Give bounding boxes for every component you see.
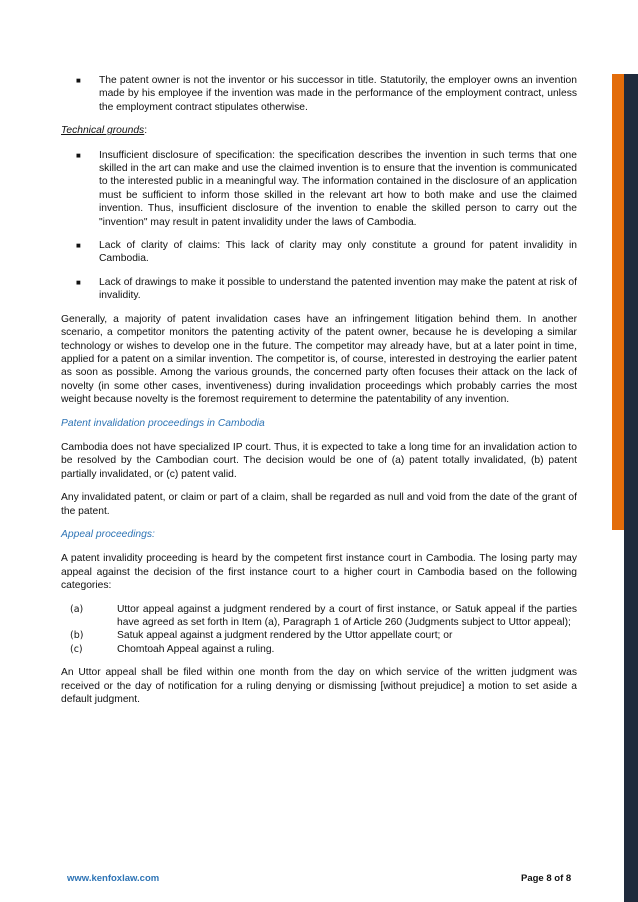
appeal-intro: A patent invalidity proceeding is heard by the competent first instance court in Cambodia. The losing party may appeal against the decision of the first instance court to a higher court in Cambodia based on the following categories: <box>61 553 577 592</box>
list-item <box>61 149 577 229</box>
navy-side-bar <box>624 74 638 902</box>
item-text: Satuk appeal against a judgment rendered by the Uttor appellate court; or <box>117 630 453 642</box>
bullet-text: Insufficient disclosure of specification: the specification describes the invention in such terms that one skilled in the art can make and use the claimed invention is to ensure that the invention is communicated to the interested public in a meaningful way. The information contained in the disclosure of an application must be sufficient to inform those skilled in the relevant art how to both make and use the claimed invention. Thus, insufficient disclosure of the invention to enable the skilled person to carry out the "invention" may result in patent invalidity under the laws of Cambodia. <box>99 149 577 228</box>
list-item <box>61 629 577 642</box>
item-letter: (b) <box>70 630 84 642</box>
appeal-category-list <box>61 603 577 657</box>
appeal-closing: An Uttor appeal shall be filed within one month from the day on which service of the written judgment was received or the day of notification for a ruling denying or dismissing [without prejudice] a motion to set aside a default judgment. <box>61 667 577 706</box>
list-item <box>61 74 577 114</box>
appeal-heading: Appeal proceedings: <box>61 528 155 540</box>
proceedings-heading: Patent invalidation proceedings in Cambodia <box>61 417 265 429</box>
footer-page-number: Page 8 of 8 <box>521 873 572 884</box>
general-paragraph: Generally, a majority of patent invalidation cases have an infringement litigation behind them. In another scenario, a competitor monitors the patenting activity of the patent owner, because he is developing a similar technology or wishes to develop one in the future. The competitor may already have, but at a later point in time, applied for a patent on a similar invention. The competitor is, of course, interested in destroying the earlier patent as soon as possible. Among the various grounds, the concerned party often focuses their attack on the lack of novelty (in some other cases, inventiveness) during invalidation proceedings which probably carries the most weight because novelty is the foremost requirement to determine the patentability of any invention. <box>61 313 577 406</box>
square-bullet-icon: ■ <box>76 241 81 251</box>
item-text: Uttor appeal against a judgment rendered by a court of first instance, or Satuk appeal if the parties have agreed as set forth in Item (a), Paragraph 1 of Article 260 (Judgments subject to Uttor appeal); <box>117 603 577 628</box>
proceedings-paragraph: Any invalidated patent, or claim or part of a claim, shall be regarded as null and void from the date of the grant of the patent. <box>61 492 577 517</box>
technical-grounds-heading-text: Technical grounds <box>61 125 145 137</box>
list-item <box>61 276 577 303</box>
list-item <box>61 239 577 266</box>
bullet-text: The patent owner is not the inventor or his successor in title. Statutorily, the employer owns an invention made by his employee if the invention was made in the performance of the employment contract, unless the employment contract stipulates otherwise. <box>99 75 577 113</box>
technical-grounds-heading <box>61 124 577 137</box>
list-item <box>61 603 577 630</box>
item-letter: (c) <box>70 643 83 655</box>
technical-grounds-list <box>61 149 577 303</box>
square-bullet-icon: ■ <box>76 150 81 160</box>
item-text: Chomtoah Appeal against a ruling. <box>117 643 275 655</box>
orange-side-bar <box>612 74 624 530</box>
document-body <box>61 74 577 716</box>
footer-website-link[interactable]: www.kenfoxlaw.com <box>67 873 160 884</box>
item-letter: (a) <box>70 603 84 615</box>
square-bullet-icon: ■ <box>76 76 81 85</box>
square-bullet-icon: ■ <box>76 277 81 287</box>
bullet-text: Lack of clarity of claims: This lack of clarity may only constitute a ground for patent invalidity in Cambodia. <box>99 240 577 265</box>
bullet-text: Lack of drawings to make it possible to understand the patented invention may make the patent at risk of invalidity. <box>99 276 577 302</box>
list-item <box>61 643 577 656</box>
intro-bullet-list <box>61 74 577 114</box>
proceedings-paragraph: Cambodia does not have specialized IP court. Thus, it is expected to take a long time for an invalidation action to be resolved by the Cambodian court. The decision would be one of (a) patent totally invalidated, (b) patent partially invalidated, or (c) patent valid. <box>61 441 577 480</box>
heading-colon: : <box>144 125 148 137</box>
